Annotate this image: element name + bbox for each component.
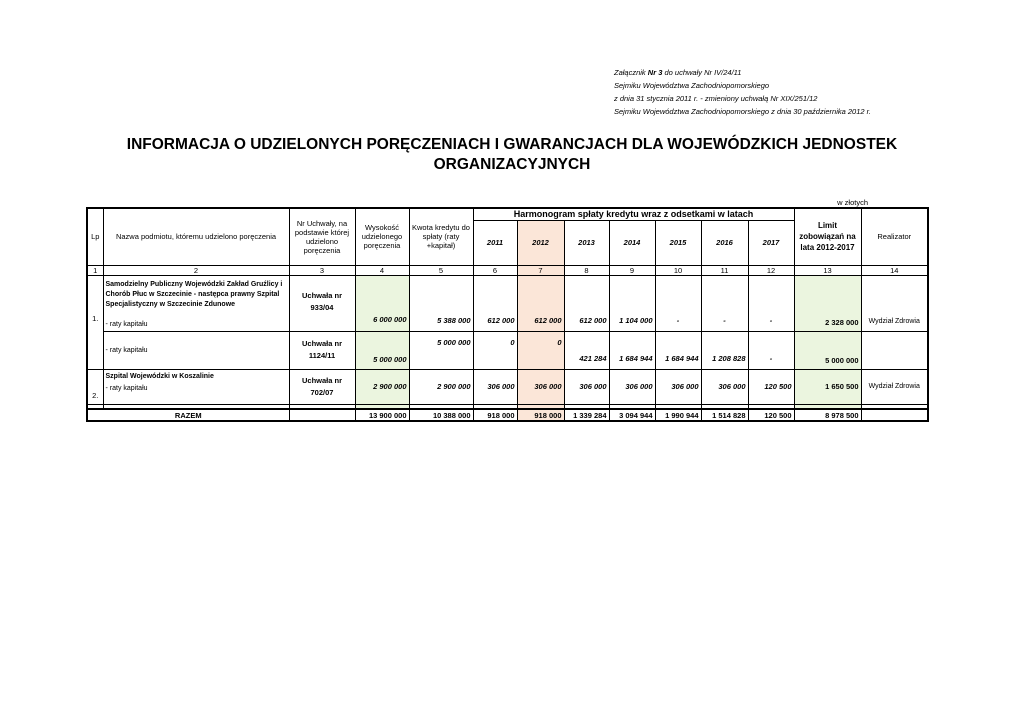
annex-line-1: Załącznik Nr 3 do uchwały Nr IV/24/11 xyxy=(614,68,742,77)
total-year: 3 094 944 xyxy=(609,409,655,421)
col-number: 5 xyxy=(409,265,473,275)
credit-cell: 5 388 000 xyxy=(409,275,473,331)
header-lp: Lp xyxy=(87,208,103,265)
header-year-2017: 2017 xyxy=(748,220,794,265)
entity-name: Szpital Wojewódzki w Koszalinie xyxy=(105,372,214,380)
year-cell: - xyxy=(655,275,701,331)
col-number: 1 xyxy=(87,265,103,275)
year-cell: 1 684 944 xyxy=(655,331,701,369)
year-cell: 1 684 944 xyxy=(609,331,655,369)
header-credit: Kwota kredytu do spłaty (raty +kapitał) xyxy=(409,208,473,265)
col-number: 12 xyxy=(748,265,794,275)
total-limit: 8 978 500 xyxy=(794,409,861,421)
col-number: 2 xyxy=(103,265,289,275)
resolution-cell: Uchwała nr 933/04 xyxy=(289,275,355,331)
executor-cell: Wydział Zdrowia xyxy=(861,369,928,404)
col-number: 3 xyxy=(289,265,355,275)
unit-label: w złotych xyxy=(837,198,868,207)
limit-cell: 5 000 000 xyxy=(794,331,861,369)
col-number: 10 xyxy=(655,265,701,275)
year-cell: 1 208 828 xyxy=(701,331,748,369)
amount-cell: 5 000 000 xyxy=(355,331,409,369)
col-number: 4 xyxy=(355,265,409,275)
entity-name: Samodzielny Publiczny Wojewódzki Zakład Gruźlicy i Chorób Płuc w Szczecinie - następca prawny Szpital Specjalistyczny w Szczecinie Zdunowe xyxy=(105,280,283,308)
year-cell: 306 000 xyxy=(655,369,701,404)
total-label: RAZEM xyxy=(87,409,289,421)
title-line-1: INFORMACJA O UDZIELONYCH PORĘCZENIACH I GWARANCJACH DLA WOJEWÓDZKICH JEDNOSTEK xyxy=(126,136,898,153)
year-cell: 306 000 xyxy=(701,369,748,404)
year-cell: - xyxy=(748,275,794,331)
entity-cell xyxy=(103,369,289,404)
year-cell: 120 500 xyxy=(748,369,794,404)
year-cell: - xyxy=(701,275,748,331)
title-line-2: ORGANIZACYJNYCH xyxy=(433,156,591,173)
header-amount: Wysokość udzielonego poręczenia xyxy=(355,208,409,265)
credit-cell: 5 000 000 xyxy=(409,331,473,369)
year-cell: 612 000 xyxy=(517,275,564,331)
header-limit: Limit zobowiązań na lata 2012-2017 xyxy=(794,208,861,265)
header-year-2012: 2012 xyxy=(517,220,564,265)
header-schedule: Harmonogram spłaty kredytu wraz z odsetkami w latach xyxy=(473,208,794,220)
col-number: 6 xyxy=(473,265,517,275)
resolution-cell: Uchwała nr 702/07 xyxy=(289,369,355,404)
year-cell: 306 000 xyxy=(517,369,564,404)
row-lp: 1. xyxy=(87,275,103,369)
row-lp: 2. xyxy=(87,369,103,404)
header-year-2014: 2014 xyxy=(609,220,655,265)
header-executor: Realizator xyxy=(861,208,928,265)
col-number: 9 xyxy=(609,265,655,275)
total-credit: 10 388 000 xyxy=(409,409,473,421)
year-cell: 306 000 xyxy=(473,369,517,404)
sub-label: - raty kapitału xyxy=(105,346,148,354)
header-year-2011: 2011 xyxy=(473,220,517,265)
col-number: 8 xyxy=(564,265,609,275)
entity-cell xyxy=(103,275,289,331)
amount-cell: 6 000 000 xyxy=(355,275,409,331)
credit-cell: 2 900 000 xyxy=(409,369,473,404)
table-row xyxy=(87,331,928,369)
executor-cell xyxy=(861,331,928,369)
annex-line-4: Sejmiku Województwa Zachodniopomorskiego z dnia 30 października 2012 r. xyxy=(614,107,871,116)
table-row xyxy=(87,369,928,404)
col-number: 13 xyxy=(794,265,861,275)
header-year-2013: 2013 xyxy=(564,220,609,265)
total-year: 120 500 xyxy=(748,409,794,421)
total-executor xyxy=(861,409,928,421)
year-cell: 612 000 xyxy=(564,275,609,331)
guarantees-table xyxy=(86,207,929,422)
document-title xyxy=(0,135,1024,175)
header-year-2015: 2015 xyxy=(655,220,701,265)
year-cell: 1 104 000 xyxy=(609,275,655,331)
annex-line-2: Sejmiku Województwa Zachodniopomorskiego xyxy=(614,81,770,90)
year-cell: 421 284 xyxy=(564,331,609,369)
total-year: 1 990 944 xyxy=(655,409,701,421)
sub-label: - raty kapitału xyxy=(105,384,148,392)
header-entity: Nazwa podmiotu, któremu udzielono poręczenia xyxy=(103,208,289,265)
limit-cell: 1 650 500 xyxy=(794,369,861,404)
resolution-cell: Uchwała nr 1124/11 xyxy=(289,331,355,369)
sub-label: - raty kapitału xyxy=(105,320,148,328)
total-year: 1 514 828 xyxy=(701,409,748,421)
total-amount: 13 900 000 xyxy=(355,409,409,421)
year-cell: 0 xyxy=(517,331,564,369)
year-cell: - xyxy=(748,331,794,369)
table-row xyxy=(87,275,928,331)
col-number: 7 xyxy=(517,265,564,275)
year-cell: 306 000 xyxy=(609,369,655,404)
annex-line-3: z dnia 31 stycznia 2011 r. - zmieniony uchwałą Nr XIX/251/12 xyxy=(614,94,818,103)
executor-cell: Wydział Zdrowia xyxy=(861,275,928,331)
annex-note xyxy=(614,66,871,118)
total-year: 918 000 xyxy=(517,409,564,421)
year-cell: 0 xyxy=(473,331,517,369)
year-cell: 612 000 xyxy=(473,275,517,331)
col-number: 11 xyxy=(701,265,748,275)
limit-cell: 2 328 000 xyxy=(794,275,861,331)
header-resolution: Nr Uchwały, na podstawie której udzielono poręczenia xyxy=(289,208,355,265)
header-year-2016: 2016 xyxy=(701,220,748,265)
total-year: 918 000 xyxy=(473,409,517,421)
total-resolution xyxy=(289,409,355,421)
entity-cell xyxy=(103,331,289,369)
column-number-row xyxy=(87,265,928,275)
amount-cell: 2 900 000 xyxy=(355,369,409,404)
total-row xyxy=(87,409,928,421)
year-cell: 306 000 xyxy=(564,369,609,404)
col-number: 14 xyxy=(861,265,928,275)
total-year: 1 339 284 xyxy=(564,409,609,421)
